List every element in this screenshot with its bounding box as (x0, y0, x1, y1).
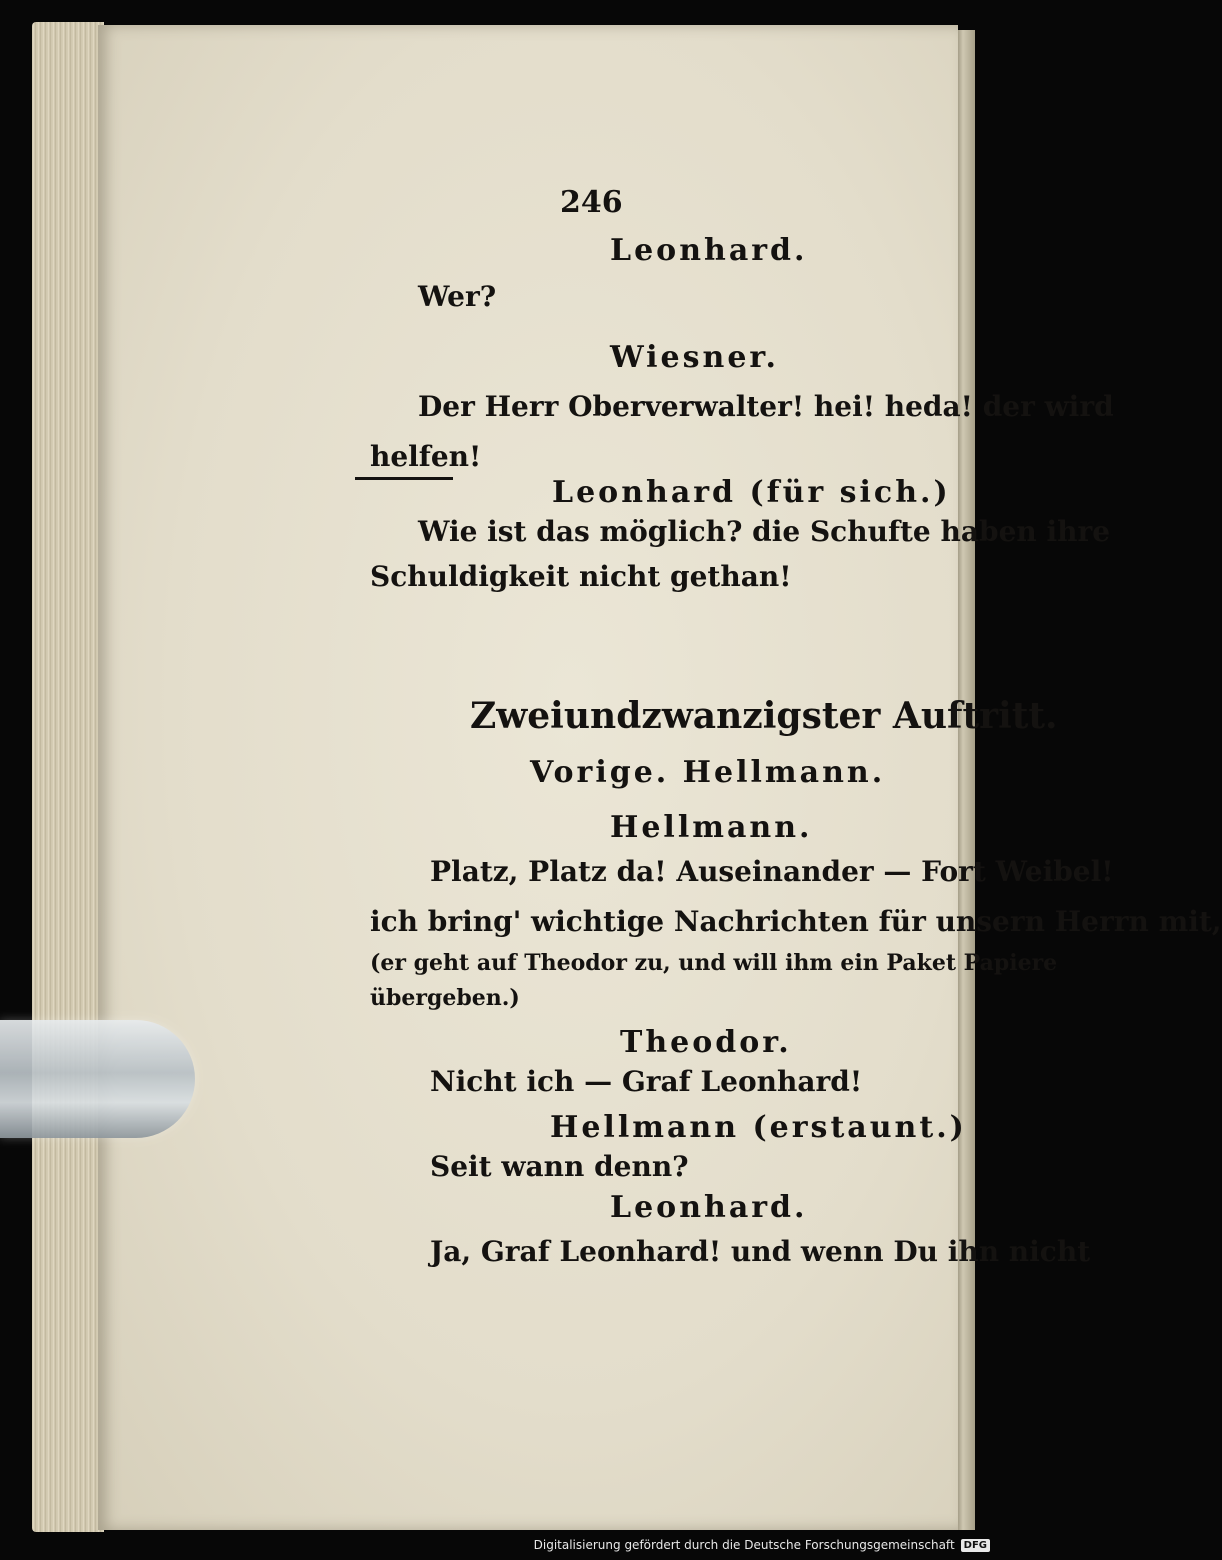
speaker-line: Leonhard. (610, 233, 808, 268)
speech-line: helfen! (370, 440, 482, 473)
speech-line: Wie ist das möglich? die Schufte haben ihre (418, 515, 1111, 548)
page-number: 246 (560, 185, 623, 220)
stage-line: (er geht auf Theodor zu, und will ihm ein Paket Papiere (370, 950, 1058, 976)
speaker-line: Wiesner. (610, 340, 779, 375)
footer (534, 1538, 990, 1552)
speaker-line: Leonhard (für sich.) (552, 475, 951, 510)
stage-line: übergeben.) (370, 985, 520, 1011)
dfg-logo-icon: DFG (961, 1539, 990, 1552)
speaker-line: Vorige. Hellmann. (530, 755, 886, 790)
speaker-line: Theodor. (620, 1025, 792, 1060)
speech-line: Schuldigkeit nicht gethan! (370, 560, 792, 593)
speech-line: Der Herr Oberverwalter! hei! heda! der wird (418, 390, 1114, 423)
speech-line: Platz, Platz da! Auseinander — Fort Weibel! (430, 855, 1114, 888)
speaker-line: Hellmann (erstaunt.) (550, 1110, 967, 1145)
footer-text: Digitalisierung gefördert durch die Deutsche Forschungsgemeinschaft (533, 1538, 955, 1552)
scene-divider (355, 477, 453, 480)
speech-line: Wer? (418, 280, 497, 313)
speech-line: Ja, Graf Leonhard! und wenn Du ihn nicht (430, 1235, 1091, 1268)
page-edges-right (955, 30, 975, 1530)
page-edges-left (32, 22, 104, 1532)
scene-title: Zweiundzwanzigster Auftritt. (470, 695, 1058, 737)
book-page (98, 25, 1222, 1530)
page-holder-clip (0, 1020, 195, 1138)
speaker-line: Leonhard. (610, 1190, 808, 1225)
speech-line: Seit wann denn? (430, 1150, 689, 1183)
speech-line: ich bring' wichtige Nachrichten für unsern Herrn mit, (370, 905, 1222, 938)
speaker-line: Hellmann. (610, 810, 813, 845)
speech-line: Nicht ich — Graf Leonhard! (430, 1065, 863, 1098)
